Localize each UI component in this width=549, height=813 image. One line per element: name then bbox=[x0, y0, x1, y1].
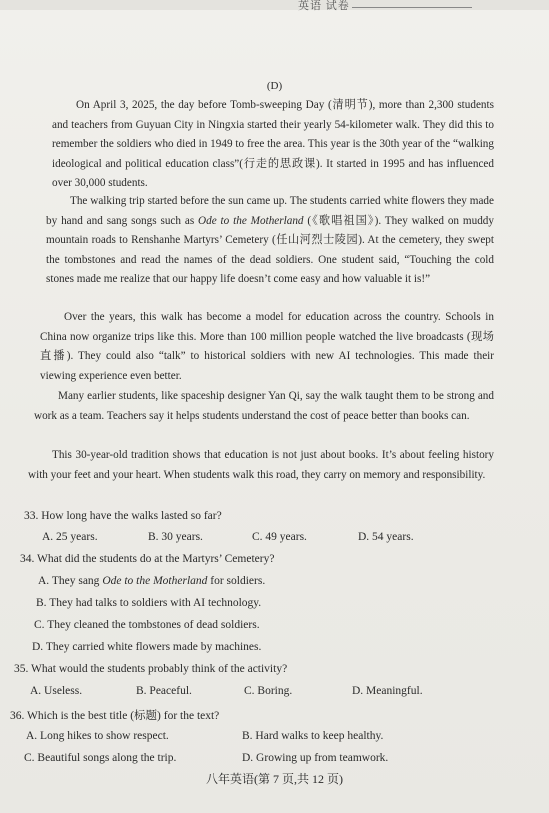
top-edge-strip bbox=[0, 0, 549, 10]
question-35-stem: 35. What would the students probably think of the activity? bbox=[14, 663, 288, 675]
passage-paragraph-4: Many earlier students, like spaceship designer Yan Qi, say the walk taught them to be strong and work as a team. Teachers say it helps students understand the cost of peace better than books can. bbox=[34, 390, 494, 422]
q34-option-c[interactable]: C. They cleaned the tombstones of dead soldiers. bbox=[34, 619, 260, 631]
q36-option-d[interactable]: D. Growing up from teamwork. bbox=[242, 752, 389, 764]
q34-option-a-tail: for soldiers. bbox=[207, 575, 266, 587]
passage-paragraph-1: On April 3, 2025, the day before Tomb-sweeping Day (清明节), more than 2,300 students and teachers from Guyuan City in Ningxia started their yearly 54-kilometer walk. They did this to remember the soldiers who died in 1949 to free the area. This year is the 30th year of the “walking ideological and political education class”(行走的思政课). It started in 1995 and has influenced over 30,000 students. bbox=[52, 99, 494, 189]
question-34-stem: 34. What did the students do at the Martyrs’ Cemetery? bbox=[20, 553, 275, 565]
q33-option-c[interactable]: C. 49 years. bbox=[252, 531, 307, 543]
q35-option-d[interactable]: D. Meaningful. bbox=[352, 685, 423, 697]
bleed-through-text: 英语 试卷 bbox=[298, 0, 350, 12]
passage-paragraph-3: Over the years, this walk has become a model for education across the country. Schools in China now organize trips like this. More than 100 million people watched the live broadcasts (现场直播). They could also “talk” to historical soldiers with new AI technologies. This made their viewing experience even better. bbox=[40, 311, 494, 382]
p2-song-title: Ode to the Motherland bbox=[198, 214, 304, 227]
p2-text-a: The walking trip started before the sun came up. The students carried white flowers they made by hand and sang songs such as bbox=[46, 195, 494, 227]
passage-paragraph-2 bbox=[46, 192, 494, 290]
p2-text-b: (《歌唱祖国》). They walked on muddy mountain roads to Renshanhe Martyrs’ Cemetery (任山河烈士陵园). At the cemetery, they swept the tombstones and read the names of the dead soldiers. One student said, “Touching the cold stones made me realize that our happy life doesn’t come easy and how valuable it is!” bbox=[46, 214, 494, 285]
q34-option-a-text: A. They sang bbox=[38, 575, 103, 587]
top-rule bbox=[352, 0, 472, 8]
q33-option-a[interactable]: A. 25 years. bbox=[42, 531, 98, 543]
question-36-stem: 36. Which is the best title (标题) for the text? bbox=[10, 710, 220, 722]
q33-option-b[interactable]: B. 30 years. bbox=[148, 531, 203, 543]
section-label: (D) bbox=[266, 80, 283, 92]
q34-option-a[interactable] bbox=[38, 575, 265, 587]
q35-option-b[interactable]: B. Peaceful. bbox=[136, 685, 192, 697]
q33-option-d[interactable]: D. 54 years. bbox=[358, 531, 414, 543]
page-footer: 八年英语(第 7 页,共 12 页) bbox=[206, 772, 343, 786]
q34-option-a-title: Ode to the Motherland bbox=[102, 575, 208, 587]
q36-option-b[interactable]: B. Hard walks to keep healthy. bbox=[242, 730, 384, 742]
passage-paragraph-5: This 30-year-old tradition shows that education is not just about books. It’s about feeling history with your feet and your heart. When students walk this road, they carry on memory and responsibility. bbox=[28, 449, 494, 481]
q35-option-a[interactable]: A. Useless. bbox=[30, 685, 83, 697]
question-33-stem: 33. How long have the walks lasted so far? bbox=[24, 510, 222, 522]
q36-option-a[interactable]: A. Long hikes to show respect. bbox=[26, 730, 169, 742]
q36-option-c[interactable]: C. Beautiful songs along the trip. bbox=[24, 752, 177, 764]
q35-option-c[interactable]: C. Boring. bbox=[244, 685, 293, 697]
q34-option-d[interactable]: D. They carried white flowers made by machines. bbox=[32, 641, 262, 653]
q34-option-b[interactable]: B. They had talks to soldiers with AI technology. bbox=[36, 597, 262, 609]
